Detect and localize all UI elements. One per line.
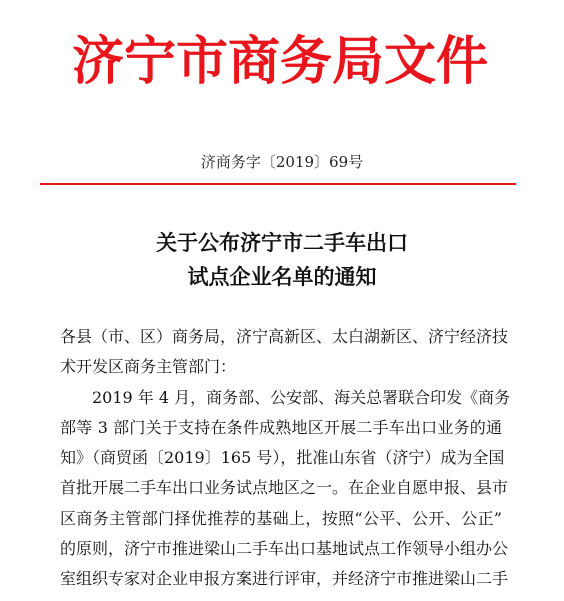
document-number: 济商务字〔2019〕69号 bbox=[200, 153, 364, 171]
notice-title bbox=[0, 226, 564, 294]
header-red-rule bbox=[40, 183, 516, 185]
paragraph-line: 部等 3 部门关于支持在条件成熟地区开展二手车出口业务的通 bbox=[60, 417, 502, 437]
notice-title-line-2: 试点企业名单的通知 bbox=[187, 264, 377, 289]
paragraph-line: 知》（商贸函〔2019〕165 号），批准山东省（济宁）成为全国 bbox=[60, 448, 505, 468]
paragraph-line: 区商务主管部门择优推荐的基础上，按照“公平、公开、公正” bbox=[60, 508, 502, 528]
notice-body bbox=[60, 322, 511, 595]
notice-title-line-1: 关于公布济宁市二手车出口 bbox=[156, 230, 408, 255]
addressee-line-1: 各县（市、区）商务局，济宁高新区、太白湖新区、济宁经济技 bbox=[60, 327, 509, 346]
paragraph-line: 首批开展二手车出口业务试点地区之一。在企业自愿申报、县市 bbox=[60, 478, 509, 498]
document-header-title: 济宁市商务局文件 bbox=[71, 31, 488, 92]
paragraph-line: 的原则，济宁市推进梁山二手车出口基地试点工作领导小组办公 bbox=[60, 539, 509, 559]
paragraph-line: 2019 年 4 月，商务部、公安部、海关总署联合印发《商务 bbox=[92, 387, 511, 407]
addressee-line-2: 术开发区商务主管部门： bbox=[60, 357, 237, 377]
paragraph-line: 室组织专家对企业申报方案进行评审，并经济宁市推进梁山二手 bbox=[60, 569, 509, 589]
